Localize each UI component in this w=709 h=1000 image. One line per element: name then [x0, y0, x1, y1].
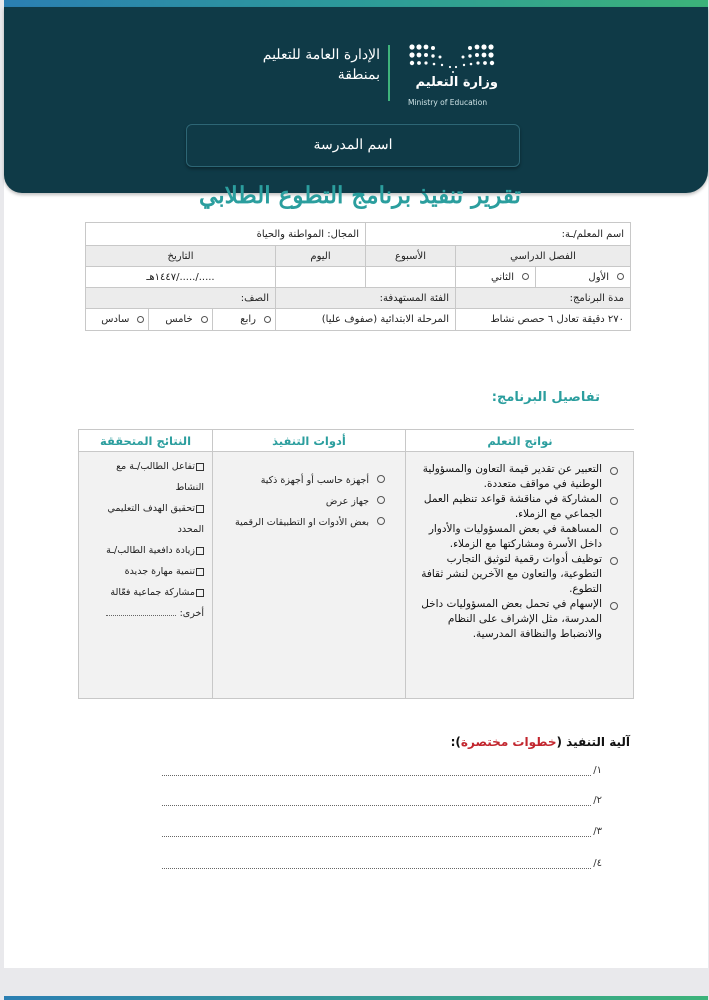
mechanism-highlight: خطوات مختصرة [460, 735, 557, 749]
ministry-logo-dots-icon [408, 43, 498, 73]
other-result-field[interactable]: أخرى: [85, 603, 204, 624]
day-field[interactable] [276, 267, 366, 288]
ministry-name-arabic: وزارة التعليم [415, 75, 498, 90]
outcomes-list [414, 462, 626, 642]
date-header: التاريخ [86, 246, 276, 267]
ministry-logo [400, 43, 504, 117]
day-header: اليوم [276, 246, 366, 267]
details-title: تفاصيل البرنامج: [491, 390, 600, 405]
outcome-item: المساهمة في بعض المسؤوليات والأدوار داخل الأسرة ومشاركتها مع الزملاء. [414, 522, 626, 552]
results-column [79, 430, 212, 698]
dotted-line [106, 615, 176, 616]
top-gradient-bar [4, 0, 708, 7]
tools-header: أدوات التنفيذ [213, 430, 405, 452]
teacher-name-field[interactable]: اسم المعلم/ـة: [366, 223, 631, 246]
checkbox-icon[interactable] [196, 505, 204, 513]
radio-icon[interactable] [201, 316, 208, 323]
bottom-gradient-bar [4, 996, 708, 1000]
result-item[interactable]: مشاركة جماعية فعّالة [85, 582, 204, 603]
dotted-line [162, 861, 591, 869]
result-item[interactable]: زيادة دافعية الطالب/ـة [85, 540, 204, 561]
grade-option-fourth[interactable]: رابع [212, 309, 275, 330]
radio-icon[interactable] [522, 273, 529, 280]
checkbox-icon[interactable] [196, 463, 204, 471]
tool-item: أجهزة حاسب أو أجهزة ذكية [225, 470, 393, 491]
checkbox-icon[interactable] [196, 589, 204, 597]
week-header: الأسبوع [366, 246, 456, 267]
date-field[interactable]: ...../...../١٤٤٧هـ [86, 267, 276, 288]
tool-item: بعض الأدوات او التطبيقات الرقمية [225, 512, 393, 533]
target-value: المرحلة الابتدائية (صفوف عليا) [276, 309, 456, 331]
result-item[interactable]: تفاعل الطالب/ـة مع النشاط [116, 461, 204, 493]
checkbox-icon[interactable] [196, 547, 204, 555]
tool-item: جهاز عرض [225, 491, 393, 512]
dotted-line [162, 768, 591, 776]
outcome-item: المشاركة في مناقشة قواعد تنظيم العمل الجماعي مع الزملاء. [414, 492, 626, 522]
checkbox-icon[interactable] [196, 568, 204, 576]
duration-label: مدة البرنامج: [456, 288, 631, 309]
admin-line-1: الإدارة العامة للتعليم [262, 47, 380, 63]
outcomes-header: نواتج التعلم [406, 430, 634, 452]
semester-header: الفصل الدراسي [456, 246, 631, 267]
week-field[interactable] [366, 267, 456, 288]
target-label: الفئة المستهدفة: [276, 288, 456, 309]
ministry-name-english: Ministry of Education [408, 98, 488, 107]
radio-icon[interactable] [137, 316, 144, 323]
grade-option-sixth[interactable]: سادس [86, 309, 148, 330]
grade-label: الصف: [86, 288, 276, 309]
outcome-item: التعبير عن تقدير قيمة التعاون والمسؤولية الوطنية في مواقف متعددة. [414, 462, 626, 492]
dotted-line [162, 798, 591, 806]
results-list [85, 456, 204, 624]
mechanism-title: آلية التنفيذ (خطوات مختصرة): [450, 735, 630, 749]
duration-value: ٢٧٠ دقيقة تعادل ٦ حصص نشاط [456, 309, 631, 331]
step-line[interactable]: ٣/ [162, 826, 602, 837]
details-grid [78, 429, 634, 699]
result-item[interactable]: تحقيق الهدف التعليمي المحدد [107, 503, 204, 535]
page-title: تقرير تنفيذ برنامج التطوع الطلابي [199, 182, 521, 209]
admin-line-2: بمنطقة [337, 67, 380, 83]
radio-icon[interactable] [264, 316, 271, 323]
step-line[interactable]: ٤/ [162, 858, 602, 869]
radio-icon[interactable] [617, 273, 624, 280]
result-item[interactable]: تنمية مهارة جديدة [85, 561, 204, 582]
outcome-item: الإسهام في تحمل بعض المسؤوليات داخل المدرسة، مثل الإشراف على النظام والانضباط والنظافة المدرسية. [414, 597, 626, 642]
tools-list [225, 470, 393, 533]
outcomes-column [405, 430, 634, 698]
tools-column [212, 430, 405, 698]
info-table [85, 222, 631, 331]
outcome-item: توظيف أدوات رقمية لتوثيق التجارب التطوعية، والتعاون مع الآخرين لنشر ثقافة التطوع. [414, 552, 626, 597]
dotted-line [162, 829, 591, 837]
logo-divider [388, 45, 390, 101]
admin-name [230, 45, 380, 85]
results-header: النتائج المتحققة [79, 430, 212, 452]
school-name-box[interactable]: اسم المدرسة [186, 124, 520, 167]
step-line[interactable]: ٢/ [162, 795, 602, 806]
field-label: المجال: المواطنة والحياة [86, 223, 366, 246]
step-line[interactable]: ١/ [162, 765, 602, 776]
grade-option-fifth[interactable]: خامس [148, 309, 211, 330]
semester-option-second[interactable]: الثاني [456, 267, 536, 288]
semester-option-first[interactable]: الأول [536, 267, 631, 288]
